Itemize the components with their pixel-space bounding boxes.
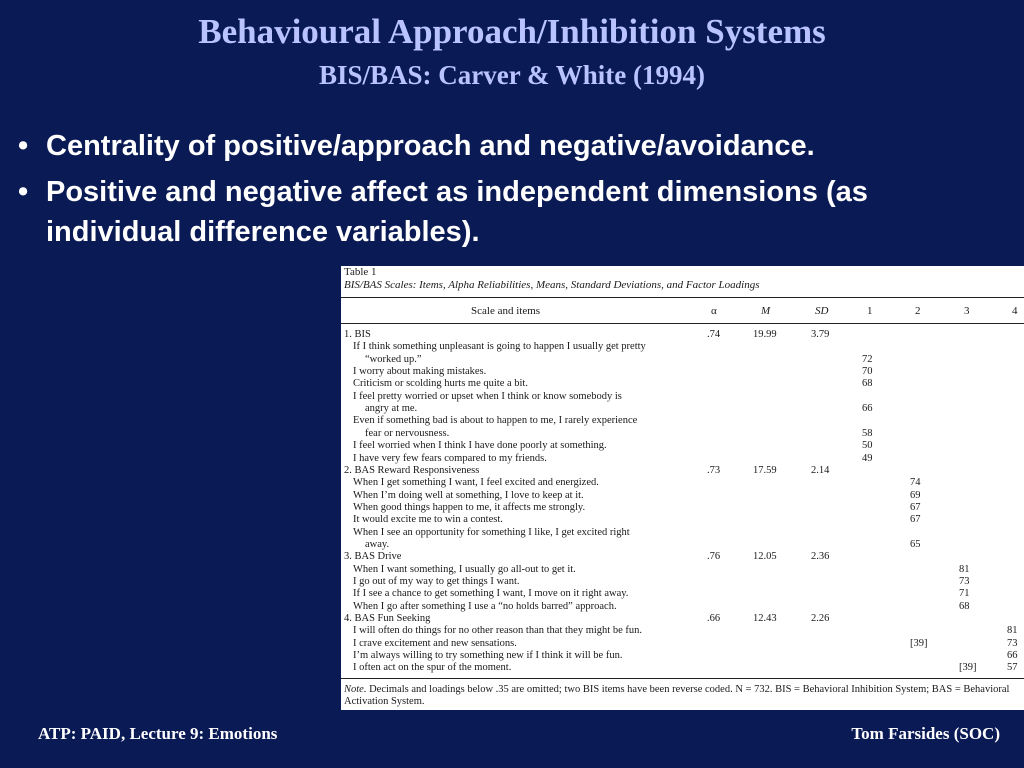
table-header-rule xyxy=(341,323,1024,324)
header-scale: Scale and items xyxy=(471,305,541,317)
item-text: I go out of my way to get things I want. xyxy=(353,576,520,587)
cell-f3: 68 xyxy=(959,600,970,612)
item-text: I crave excitement and new sensations. xyxy=(353,637,517,649)
item-text: When I go after something I use a “no holds barred” approach. xyxy=(353,600,617,612)
cell-f1: 68 xyxy=(862,378,873,390)
table-row xyxy=(341,502,1024,514)
cell-sd: 3.79 xyxy=(811,329,830,340)
cell-f4: 81 xyxy=(1007,625,1018,637)
item-text: I have very few fears compared to my friends. xyxy=(353,452,547,464)
cell-f3: 73 xyxy=(959,576,970,587)
table-note-label: Note. xyxy=(344,684,367,695)
table-row xyxy=(341,601,1024,613)
cell-f2: 69 xyxy=(910,489,921,501)
table-caption: BIS/BAS Scales: Items, Alpha Reliabilities, Means, Standard Deviations, and Factor Loadings xyxy=(344,279,760,291)
table-row xyxy=(341,576,1024,588)
table-row xyxy=(341,650,1024,662)
item-text: fear or nervousness. xyxy=(365,427,450,439)
table-row xyxy=(341,341,1024,353)
item-text: It would excite me to win a contest. xyxy=(353,514,503,526)
item-text: If I see a chance to get something I want, I move on it right away. xyxy=(353,588,629,600)
item-text: Criticism or scolding hurts me quite a bit. xyxy=(353,378,528,390)
cell-alpha: .74 xyxy=(707,329,721,340)
item-text: When good things happen to me, it affects me strongly. xyxy=(353,501,586,513)
item-text: If I think something unpleasant is going to happen I usually get pretty xyxy=(353,341,646,353)
cell-sd: 2.36 xyxy=(811,551,830,563)
item-text: I feel worried when I think I have done poorly at something. xyxy=(353,440,607,452)
item-text: 3. BAS Drive xyxy=(344,551,402,563)
item-text: 1. BIS xyxy=(344,329,371,340)
cell-alpha: .76 xyxy=(707,551,721,563)
cell-f1: 66 xyxy=(862,403,873,415)
table-bottom-rule xyxy=(341,678,1024,679)
bullet-text: Positive and negative affect as independent dimensions (as individual difference variables). xyxy=(46,176,868,248)
footer-course: ATP: PAID, Lecture 9: Emotions xyxy=(38,724,278,743)
item-text: When I want something, I usually go all-out to get it. xyxy=(353,563,576,575)
item-text: “worked up.” xyxy=(365,353,422,365)
item-text: 4. BAS Fun Seeking xyxy=(344,613,431,625)
item-text: Even if something bad is about to happen to me, I rarely experience xyxy=(353,415,638,427)
table-row xyxy=(341,403,1024,415)
cell-f3: [39] xyxy=(959,662,977,674)
header-factor-1: 1 xyxy=(867,305,873,317)
header-factor-4: 4 xyxy=(1012,305,1018,317)
item-text: When I get something I want, I feel excited and energized. xyxy=(353,477,599,489)
cell-f3: 71 xyxy=(959,588,970,600)
bullet-dot: • xyxy=(18,130,29,162)
cell-f3: 81 xyxy=(959,563,970,575)
table-row xyxy=(341,329,1024,341)
table-row xyxy=(341,588,1024,600)
item-text: When I’m doing well at something, I love to keep at it. xyxy=(353,489,584,501)
table-row xyxy=(341,564,1024,576)
item-text: I often act on the spur of the moment. xyxy=(353,662,512,674)
cell-f2: 67 xyxy=(910,514,921,526)
item-text: I worry about making mistakes. xyxy=(353,366,487,378)
slide-title: Behavioural Approach/Inhibition Systems xyxy=(198,12,826,51)
table-row xyxy=(341,366,1024,378)
table-label: Table 1 xyxy=(344,266,377,278)
cell-f4: 66 xyxy=(1007,650,1018,662)
table-row xyxy=(341,453,1024,465)
item-text: I feel pretty worried or upset when I think or know somebody is xyxy=(353,390,622,402)
table-row xyxy=(341,638,1024,650)
bullet-item xyxy=(18,172,1008,252)
header-alpha: α xyxy=(711,305,717,317)
table-row xyxy=(341,625,1024,637)
table-row xyxy=(341,378,1024,390)
cell-m: 12.05 xyxy=(753,551,777,563)
cell-f2: [39] xyxy=(910,637,928,649)
cell-f1: 50 xyxy=(862,440,873,452)
cell-m: 12.43 xyxy=(753,613,777,625)
item-text: When I see an opportunity for something I like, I get excited right xyxy=(353,526,630,538)
header-factor-3: 3 xyxy=(964,305,970,317)
table-row xyxy=(341,415,1024,427)
cell-f1: 58 xyxy=(862,427,873,439)
footer-author: Tom Farsides (SOC) xyxy=(851,724,1000,743)
table-figure xyxy=(341,266,1024,710)
bullet-text: Centrality of positive/approach and negative/avoidance. xyxy=(46,130,815,162)
bullet-list xyxy=(18,126,1008,258)
table-row xyxy=(341,391,1024,403)
cell-f2: 67 xyxy=(910,501,921,513)
cell-alpha: .73 xyxy=(707,464,721,476)
bullet-dot: • xyxy=(18,176,29,208)
cell-f2: 74 xyxy=(910,477,921,489)
item-text: angry at me. xyxy=(365,403,418,415)
table-row xyxy=(341,662,1024,674)
cell-f2: 65 xyxy=(910,538,921,550)
cell-sd: 2.14 xyxy=(811,464,830,476)
cell-f1: 49 xyxy=(862,452,873,464)
table-row xyxy=(341,465,1024,477)
item-text: 2. BAS Reward Responsiveness xyxy=(344,464,480,476)
table-note-text: Decimals and loadings below .35 are omitted; two BIS items have been reverse coded. N = 732. BIS = Behavioral Inhibition System; BAS = Behavioral Activation System. xyxy=(344,684,1010,707)
table-row xyxy=(341,490,1024,502)
cell-f4: 57 xyxy=(1007,662,1018,674)
item-text: away. xyxy=(365,538,390,550)
header-factor-2: 2 xyxy=(915,305,921,317)
header-sd: SD xyxy=(815,305,829,317)
cell-f4: 73 xyxy=(1007,637,1018,649)
item-text: I will often do things for no other reason than that they might be fun. xyxy=(353,625,642,637)
cell-sd: 2.26 xyxy=(811,613,830,625)
cell-m: 17.59 xyxy=(753,464,777,476)
table-row xyxy=(341,514,1024,526)
cell-m: 19.99 xyxy=(753,329,777,340)
table-row xyxy=(341,551,1024,563)
table-note xyxy=(344,684,1020,708)
cell-alpha: .66 xyxy=(707,613,721,625)
table-top-rule xyxy=(341,297,1024,298)
table-row xyxy=(341,477,1024,489)
table-row xyxy=(341,539,1024,551)
header-mean: M xyxy=(761,305,771,317)
bullet-item xyxy=(18,126,1008,166)
table-row xyxy=(341,527,1024,539)
slide-subtitle: BIS/BAS: Carver & White (1994) xyxy=(319,60,705,90)
cell-f1: 72 xyxy=(862,353,873,365)
cell-f1: 70 xyxy=(862,366,873,378)
table-row xyxy=(341,440,1024,452)
item-text: I’m always willing to try something new if I think it will be fun. xyxy=(353,650,623,662)
table-row xyxy=(341,613,1024,625)
table-row xyxy=(341,354,1024,366)
table-row xyxy=(341,428,1024,440)
